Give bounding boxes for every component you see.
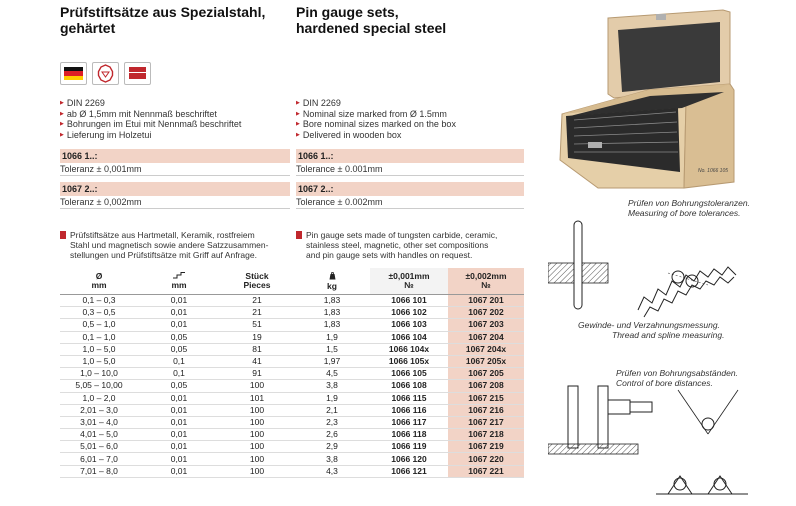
note-de-line2: Stahl und magnetisch sowie andere Satzzusammen- (70, 240, 269, 250)
caption1-de: Prüfen von Bohrungstoleranzen. (628, 198, 750, 208)
germany-flag-icon (60, 62, 87, 85)
category-1066-de: 1066 1..: (60, 149, 290, 163)
table-cell: 1066 103 (370, 319, 448, 331)
table-cell: 0,5 – 1,0 (60, 319, 138, 331)
info-mark-icon (296, 231, 302, 239)
col-1067-header: ±0,002mm № (448, 268, 524, 295)
table-cell: 2,1 (294, 404, 370, 416)
table-cell: 2,9 (294, 441, 370, 453)
caption3-en: Control of bore distances. (616, 378, 713, 388)
table-cell: 1067 215 (448, 392, 524, 404)
bullet-en-3: ▶ Bore nominal sizes marked on the box (296, 119, 456, 130)
bullet-en-4: ▶ Delivered in wooden box (296, 130, 456, 141)
table-row (60, 453, 524, 465)
table-cell: 21 (220, 295, 294, 307)
table-cell: 0,01 (138, 416, 220, 428)
table-cell: 0,01 (138, 307, 220, 319)
table-cell: 19 (220, 331, 294, 343)
table-cell: 4,01 – 5,0 (60, 429, 138, 441)
table-cell: 100 (220, 429, 294, 441)
table-cell: 1067 218 (448, 429, 524, 441)
table-row (60, 355, 524, 367)
table-cell: 1066 105 (370, 368, 448, 380)
table-cell: 5,05 – 10,00 (60, 380, 138, 392)
table-cell: 0,01 (138, 465, 220, 477)
table-cell: 1066 102 (370, 307, 448, 319)
table-cell: 1067 219 (448, 441, 524, 453)
table-cell: 1067 205x (448, 355, 524, 367)
table-cell: 1067 220 (448, 453, 524, 465)
table-row (60, 307, 524, 319)
caption-bore-tolerance (628, 198, 788, 218)
title-de-line2: gehärtet (60, 20, 116, 36)
tolerance-1067-en: Tolerance ± 0.002mm (296, 196, 524, 209)
category-1067-de: 1067 2..: (60, 182, 290, 196)
table-cell: 1066 119 (370, 441, 448, 453)
table-cell: 1066 115 (370, 392, 448, 404)
bullets-de (60, 98, 241, 140)
spec-table (60, 268, 524, 478)
table-cell: 0,01 (138, 429, 220, 441)
table-row (60, 416, 524, 428)
table-cell: 1067 216 (448, 404, 524, 416)
table-cell: 1,0 – 10,0 (60, 368, 138, 380)
table-cell: 1,0 – 5,0 (60, 355, 138, 367)
caption-bore-distance (616, 368, 786, 388)
table-cell: 1066 117 (370, 416, 448, 428)
table-cell: 7,01 – 8,0 (60, 465, 138, 477)
table-cell: 1067 201 (448, 295, 524, 307)
table-cell: 3,8 (294, 380, 370, 392)
table-cell: 0,1 (138, 355, 220, 367)
table-cell: 4,3 (294, 465, 370, 477)
table-cell: 41 (220, 355, 294, 367)
col-step-header: mm (138, 268, 220, 295)
table-row (60, 380, 524, 392)
table-cell: 2,3 (294, 416, 370, 428)
title-en-line2: hardened special steel (296, 20, 447, 36)
table-row (60, 429, 524, 441)
bullet-en-1: ▶ DIN 2269 (296, 98, 456, 109)
table-cell: 1066 104x (370, 343, 448, 355)
bullet-de-3: ▶ Bohrungen im Etui mit Nennmaß beschriftet (60, 119, 241, 130)
table-cell: 3,8 (294, 453, 370, 465)
tolerance-1066-en: Tolerance ± 0.001mm (296, 163, 524, 176)
table-cell: 0,01 (138, 453, 220, 465)
table-row (60, 368, 524, 380)
note-de-line1: Prüfstiftsätze aus Hartmetall, Keramik, rostfreiem (70, 230, 255, 240)
table-cell: 1,97 (294, 355, 370, 367)
bullet-de-2: ▶ ab Ø 1,5mm mit Nennmaß beschriftet (60, 109, 241, 120)
bullet-en-2: ▶ Nominal size marked from Ø 1.5mm (296, 109, 456, 120)
table-cell: 1066 101 (370, 295, 448, 307)
info-mark-icon (60, 231, 66, 239)
table-cell: 1067 202 (448, 307, 524, 319)
photo-caption: No. 1066 105 (698, 168, 729, 174)
table-cell: 0,05 (138, 380, 220, 392)
table-cell: 0,1 – 0,3 (60, 295, 138, 307)
table-cell: 0,01 (138, 295, 220, 307)
table-cell: 6,01 – 7,0 (60, 453, 138, 465)
step-icon (173, 272, 185, 279)
table-cell: 1,83 (294, 307, 370, 319)
category-1066-en: 1066 1..: (296, 149, 524, 163)
table-cell: 0,1 – 1,0 (60, 331, 138, 343)
case-icon (124, 62, 151, 85)
table-cell: 1,83 (294, 295, 370, 307)
table-row (60, 331, 524, 343)
table-cell: 51 (220, 319, 294, 331)
tolerance-1066-de: Toleranz ± 0,001mm (60, 163, 290, 176)
table-cell: 101 (220, 392, 294, 404)
wooden-box-photo (548, 2, 788, 194)
bullet-de-4: ▶ Lieferung im Holzetui (60, 130, 241, 141)
table-cell: 1,0 – 5,0 (60, 343, 138, 355)
table-cell: 0,01 (138, 441, 220, 453)
bullet-de-1: ▶ DIN 2269 (60, 98, 241, 109)
caption2-en: Thread and spline measuring. (612, 330, 725, 340)
note-de (60, 230, 295, 260)
caption-thread-spline (578, 320, 788, 340)
weight-icon (329, 272, 336, 280)
table-cell: 0,1 (138, 368, 220, 380)
note-en-line1: Pin gauge sets made of tungsten carbide, ceramic, (306, 230, 498, 240)
table-cell: 100 (220, 380, 294, 392)
table-cell: 1066 105x (370, 355, 448, 367)
title-en-line1: Pin gauge sets, (296, 4, 399, 20)
diamond-quality-icon (92, 62, 119, 85)
note-en-line2: stainless steel, magnetic, other set compositions (306, 240, 489, 250)
caption3-de: Prüfen von Bohrungsabständen. (616, 368, 738, 378)
table-row (60, 343, 524, 355)
title-de (60, 4, 265, 36)
table-cell: 1067 217 (448, 416, 524, 428)
table-cell: 1,9 (294, 392, 370, 404)
title-en (296, 4, 446, 36)
table-row (60, 404, 524, 416)
table-cell: 5,01 – 6,0 (60, 441, 138, 453)
table-cell: 1066 118 (370, 429, 448, 441)
category-1067-en: 1067 2..: (296, 182, 524, 196)
table-cell: 0,01 (138, 319, 220, 331)
table-cell: 0,05 (138, 343, 220, 355)
table-cell: 0,01 (138, 404, 220, 416)
table-header-row (60, 268, 524, 295)
table-cell: 0,05 (138, 331, 220, 343)
col-1066-header: ±0,001mm № (370, 268, 448, 295)
table-cell: 91 (220, 368, 294, 380)
bore-tolerance-diagram (548, 215, 788, 320)
table-cell: 100 (220, 465, 294, 477)
table-row (60, 295, 524, 307)
caption2-de: Gewinde- und Verzahnungsmessung. (578, 320, 720, 330)
table-cell: 2,01 – 3,0 (60, 404, 138, 416)
col-diameter-header: Ø mm (60, 268, 138, 295)
table-cell: 21 (220, 307, 294, 319)
note-en (296, 230, 531, 260)
table-cell: 1,0 – 2,0 (60, 392, 138, 404)
table-cell: 2,6 (294, 429, 370, 441)
table-cell: 1066 104 (370, 331, 448, 343)
bullets-en (296, 98, 456, 140)
table-cell: 1066 108 (370, 380, 448, 392)
table-cell: 1067 204x (448, 343, 524, 355)
table-cell: 1067 221 (448, 465, 524, 477)
table-cell: 1067 208 (448, 380, 524, 392)
table-cell: 100 (220, 416, 294, 428)
table-cell: 100 (220, 404, 294, 416)
caption1-en: Measuring of bore tolerances. (628, 208, 741, 218)
table-cell: 1066 121 (370, 465, 448, 477)
note-de-line3: stellungen und Prüfstiftsätze mit Griff auf Anfrage. (70, 250, 257, 260)
table-cell: 1,83 (294, 319, 370, 331)
table-row (60, 465, 524, 477)
table-cell: 1067 203 (448, 319, 524, 331)
table-cell: 100 (220, 453, 294, 465)
table-cell: 1066 120 (370, 453, 448, 465)
table-row (60, 319, 524, 331)
table-cell: 1067 205 (448, 368, 524, 380)
table-row (60, 392, 524, 404)
col-weight-header: kg (294, 268, 370, 295)
table-cell: 1066 116 (370, 404, 448, 416)
table-row (60, 441, 524, 453)
bore-distance-diagram (548, 380, 788, 505)
table-cell: 4,5 (294, 368, 370, 380)
table-cell: 1,9 (294, 331, 370, 343)
table-cell: 1,5 (294, 343, 370, 355)
table-cell: 0,01 (138, 392, 220, 404)
table-cell: 1067 204 (448, 331, 524, 343)
table-cell: 0,3 – 0,5 (60, 307, 138, 319)
table-cell: 3,01 – 4,0 (60, 416, 138, 428)
table-cell: 100 (220, 441, 294, 453)
tolerance-1067-de: Toleranz ± 0,002mm (60, 196, 290, 209)
note-en-line3: and pin gauge sets with handles on request. (306, 250, 473, 260)
table-cell: 81 (220, 343, 294, 355)
title-de-line1: Prüfstiftsätze aus Spezialstahl, (60, 4, 266, 20)
col-pieces-header: Stück Pieces (220, 268, 294, 295)
